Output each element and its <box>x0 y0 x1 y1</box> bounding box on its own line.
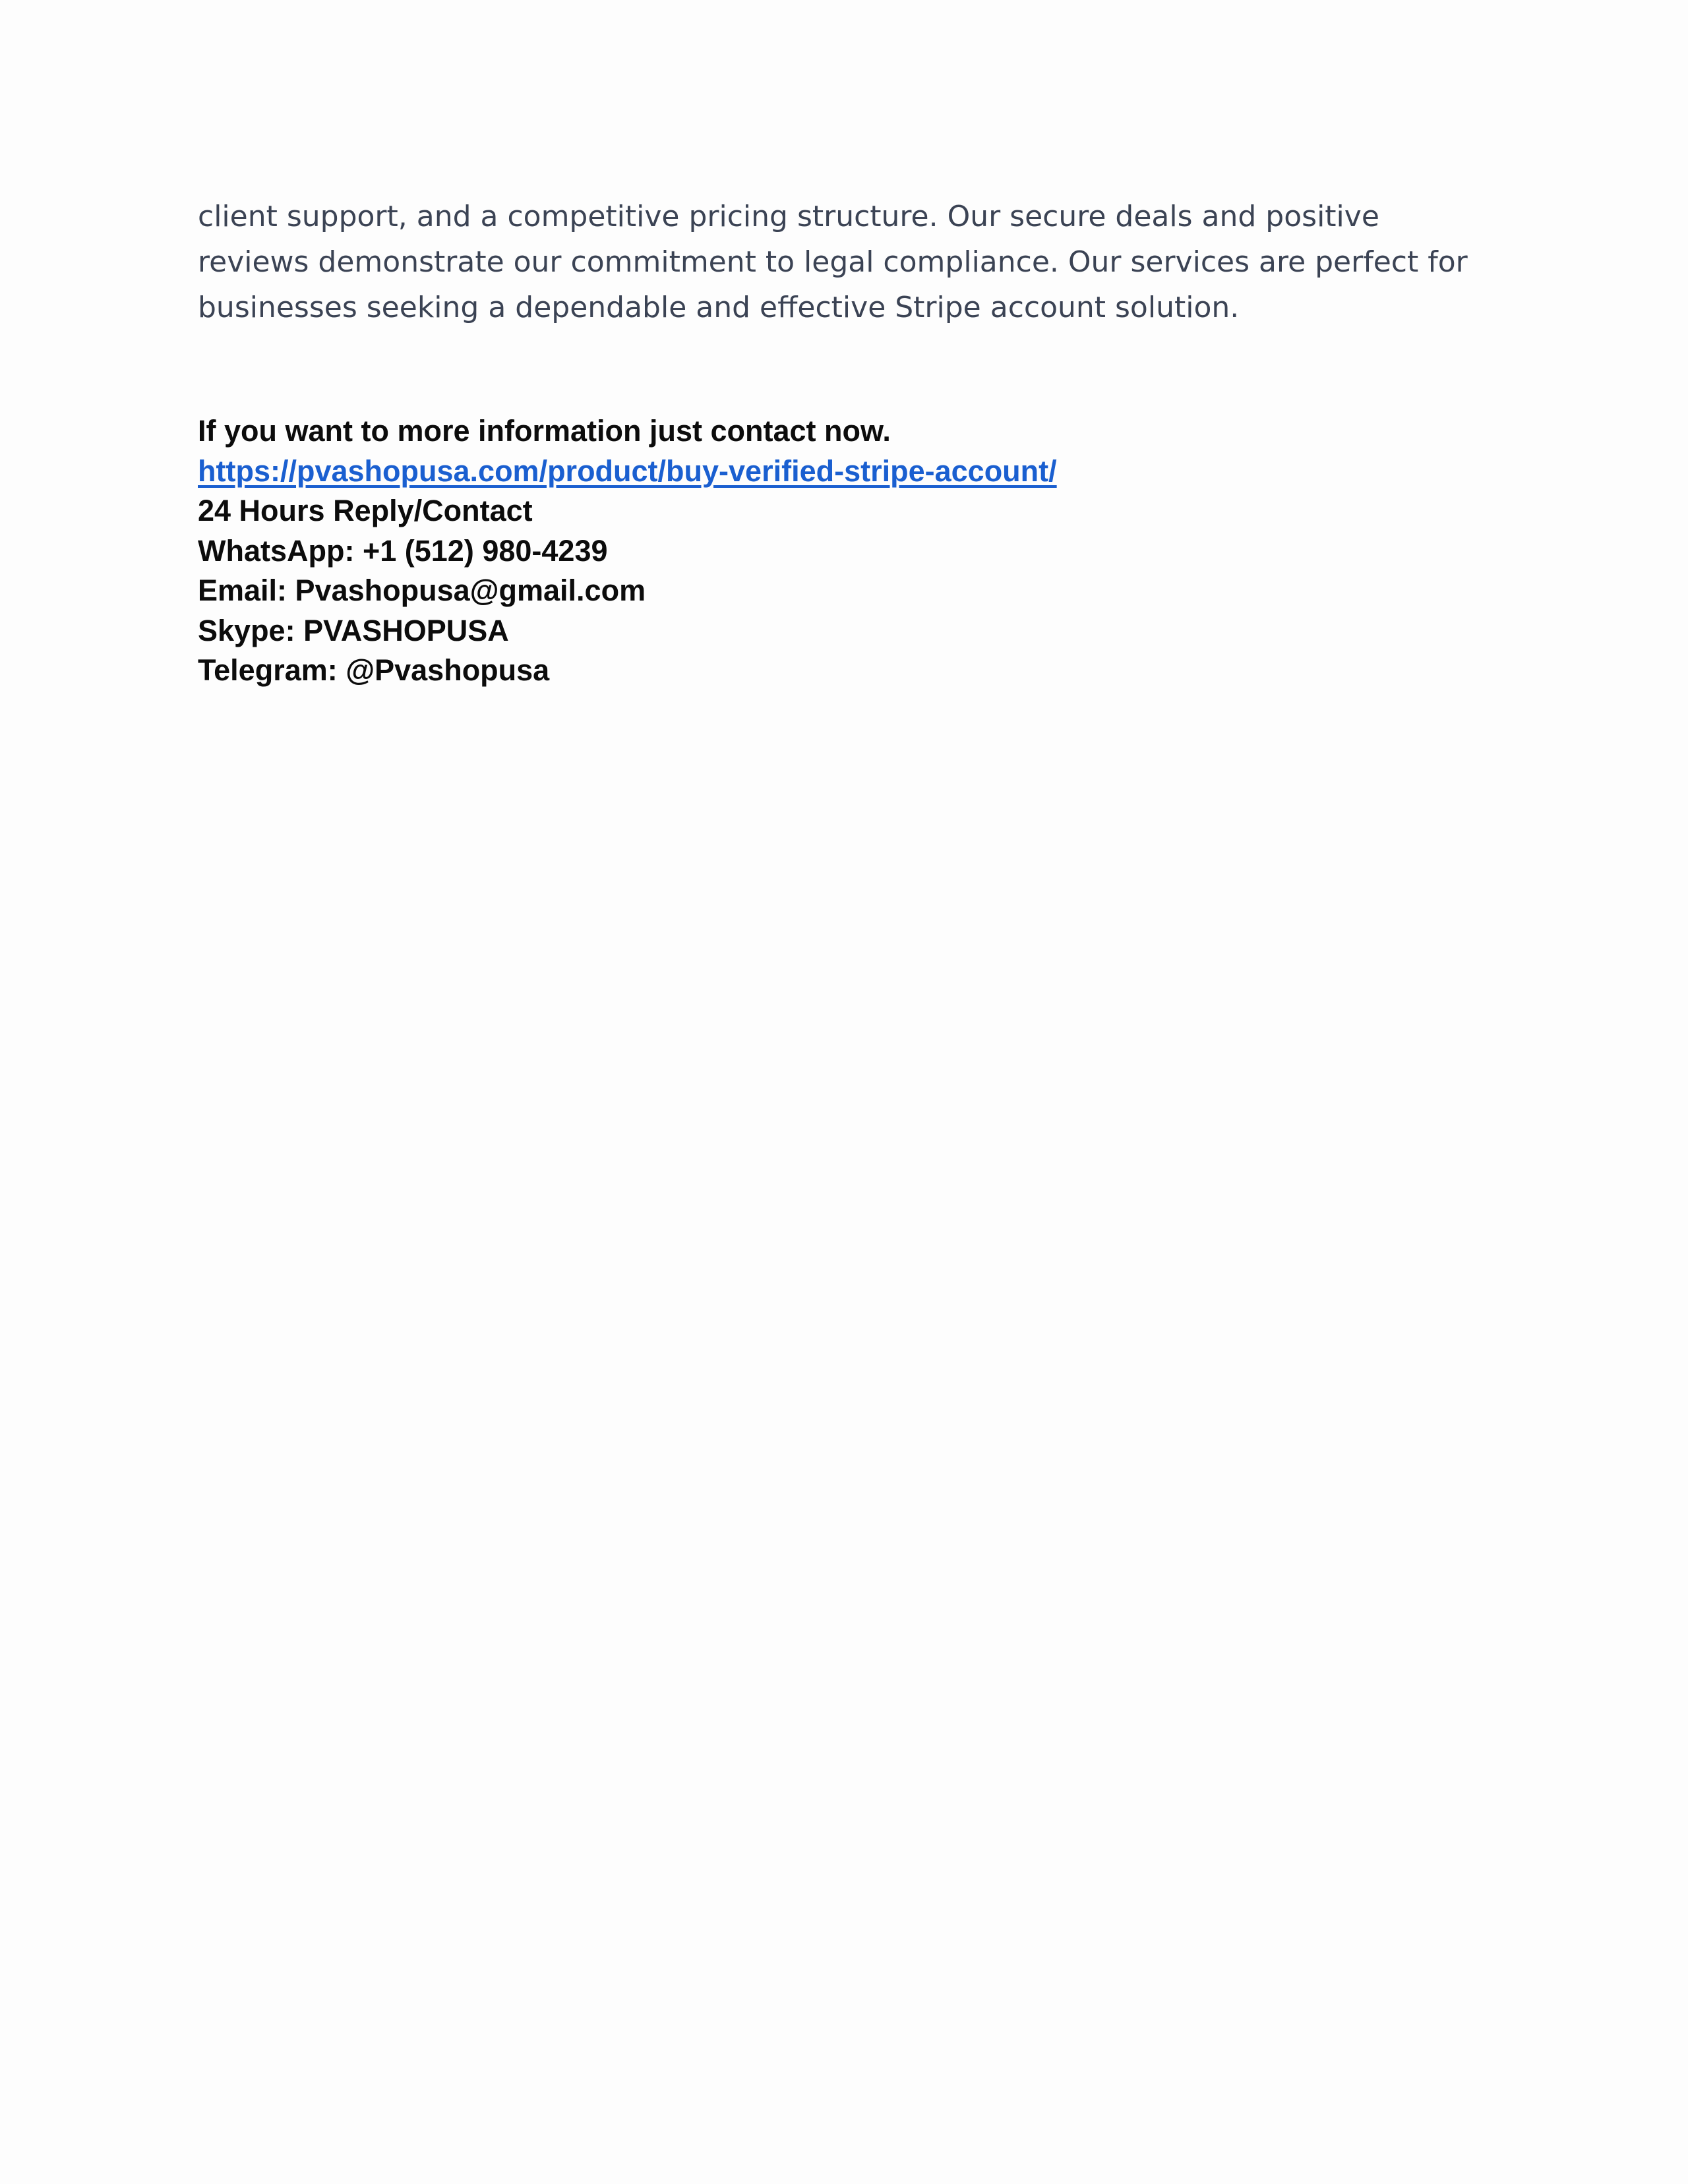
email-contact: Email: Pvashopusa@gmail.com <box>198 574 646 607</box>
telegram-contact: Telegram: @Pvashopusa <box>198 653 550 687</box>
paragraph-line-2: reviews demonstrate our commitment to legal compliance. Our services are perfect for <box>198 245 1468 279</box>
product-link-row <box>198 452 1503 492</box>
paragraph-line-1: client support, and a competitive pricing structure. Our secure deals and positive <box>198 200 1379 233</box>
reply-hours: 24 Hours Reply/Contact <box>198 494 533 527</box>
skype-contact: Skype: PVASHOPUSA <box>198 613 509 647</box>
body-paragraph <box>198 194 1503 330</box>
paragraph-line-3: businesses seeking a dependable and effective Stripe account solution. <box>198 291 1240 324</box>
product-link[interactable]: https://pvashopusa.com/product/buy-verified-stripe-account/ <box>198 454 1057 488</box>
contact-section <box>198 411 1503 691</box>
whatsapp-contact: WhatsApp: +1 (512) 980-4239 <box>198 533 608 568</box>
contact-heading: If you want to more information just contact now. <box>198 414 891 448</box>
